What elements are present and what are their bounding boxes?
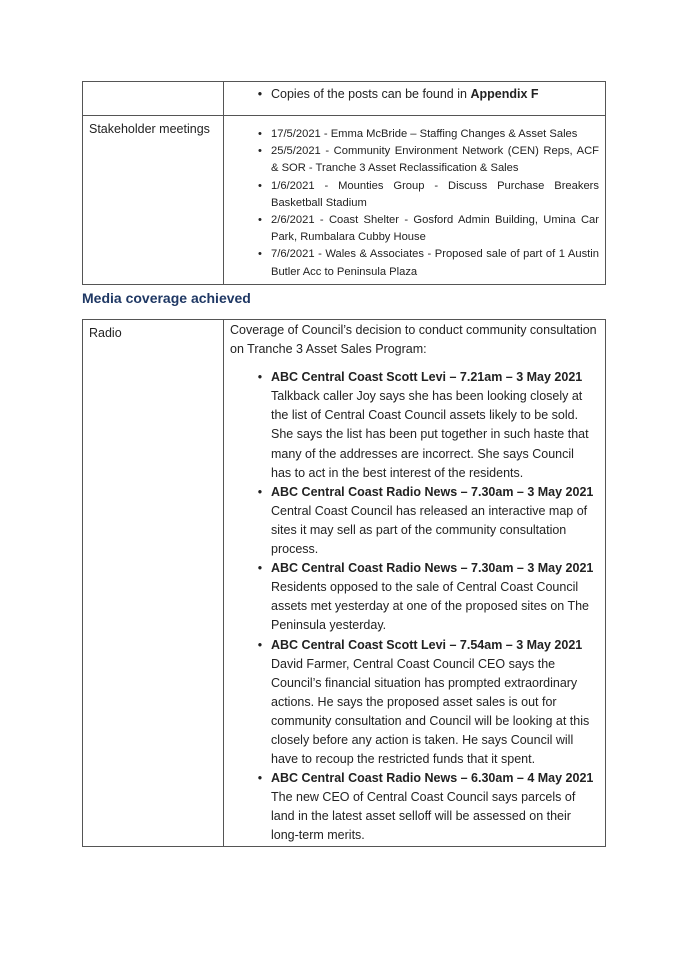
coverage-item-body: David Farmer, Central Coast Council CEO says the Council’s financial situation has prompted extraordinary actions. He says the proposed asset sales is out for community consultation and Council will be looking at this closely before any action is taken. He says Council will have to recoup the restricted funds that it spent. [271,656,590,767]
coverage-item-title: ABC Central Coast Radio News – 6.30am – 4 May 2021 [271,771,594,786]
coverage-item-body: Residents opposed to the sale of Central Coast Council assets met yesterday at one of the proposed sites on The Peninsula yesterday. [271,580,590,633]
radio-coverage-cell [224,320,606,847]
bullet-icon: • [258,179,262,192]
meeting-text: 2/6/2021 - Coast Shelter - Gosford Admin Building, Umina Car Park, Rumbalara Cubby House [271,214,599,244]
coverage-item-body: Talkback caller Joy says she has been looking closely at the list of Central Coast Council assets likely to be sold. She says the list has been put together in such haste that many of the addresses are incorrect. She says Council has to act in the best interest of the residents. [271,389,589,480]
row-label-empty [83,82,224,116]
coverage-item-title: ABC Central Coast Radio News – 7.30am – 3 May 2021 [271,484,594,499]
list-item [250,636,597,770]
appendix-reference: Appendix F [470,87,539,101]
bullet-icon: • [258,248,262,261]
list-item [250,559,597,635]
coverage-item-body: Central Coast Council has released an interactive map of sites it may sell as part of the community consultation process. [271,503,588,557]
bullet-icon: • [257,561,263,576]
bullet-icon: • [257,370,263,385]
row-label-radio: Radio [83,320,224,847]
bullet-icon: • [258,214,262,227]
list-item [250,85,605,103]
bullet-icon: • [257,637,263,652]
appendix-note-text: Copies of the posts can be found in [271,87,471,101]
meeting-text: 1/6/2021 - Mounties Group - Discuss Purchase Breakers Basketball Stadium [271,179,599,209]
coverage-item-title: ABC Central Coast Scott Levi – 7.54am – 3 May 2021 [271,637,583,652]
list-item [250,368,597,483]
engagement-table [82,81,606,285]
media-coverage-table [82,319,606,847]
coverage-item-title: ABC Central Coast Scott Levi – 7.21am – 3 May 2021 [271,370,583,385]
appendix-note-cell [224,82,606,116]
list-item [250,246,599,280]
stakeholder-meetings-cell [224,116,606,285]
list-item [250,178,599,212]
section-heading-media-coverage: Media coverage achieved [82,290,251,306]
meeting-text: 7/6/2021 - Wales & Associates - Proposed sale of part of 1 Austin Butler Acc to Peninsula Plaza [271,248,599,278]
coverage-item-title: ABC Central Coast Radio News – 7.30am – 3 May 2021 [271,561,594,576]
table-row [83,116,606,285]
bullet-icon: • [258,145,262,158]
row-label-stakeholder-meetings: Stakeholder meetings [83,116,224,285]
appendix-note-list [224,85,605,103]
list-item [250,769,597,845]
table-row [83,82,606,116]
coverage-item-body: The new CEO of Central Coast Council says parcels of land in the latest asset selloff will be assessed on their long-term merits. [271,790,576,843]
radio-coverage-list [230,368,597,845]
meeting-text: 25/5/2021 - Community Environment Network (CEN) Reps, ACF & SOR - Tranche 3 Asset Reclassification & Sales [271,145,599,175]
coverage-intro: Coverage of Council’s decision to conduct community consultation on Tranche 3 Asset Sales Program: [230,323,597,357]
bullet-icon: • [258,128,262,140]
table-row [83,320,606,847]
bullet-icon: • [257,771,263,786]
list-item [250,483,597,559]
list-item [250,126,599,143]
bullet-icon: • [257,484,263,499]
list-item [250,143,599,177]
bullet-icon: • [257,87,263,101]
stakeholder-meetings-list [224,126,605,281]
meeting-text: 17/5/2021 - Emma McBride – Staffing Changes & Asset Sales [271,128,578,140]
list-item [250,212,599,246]
